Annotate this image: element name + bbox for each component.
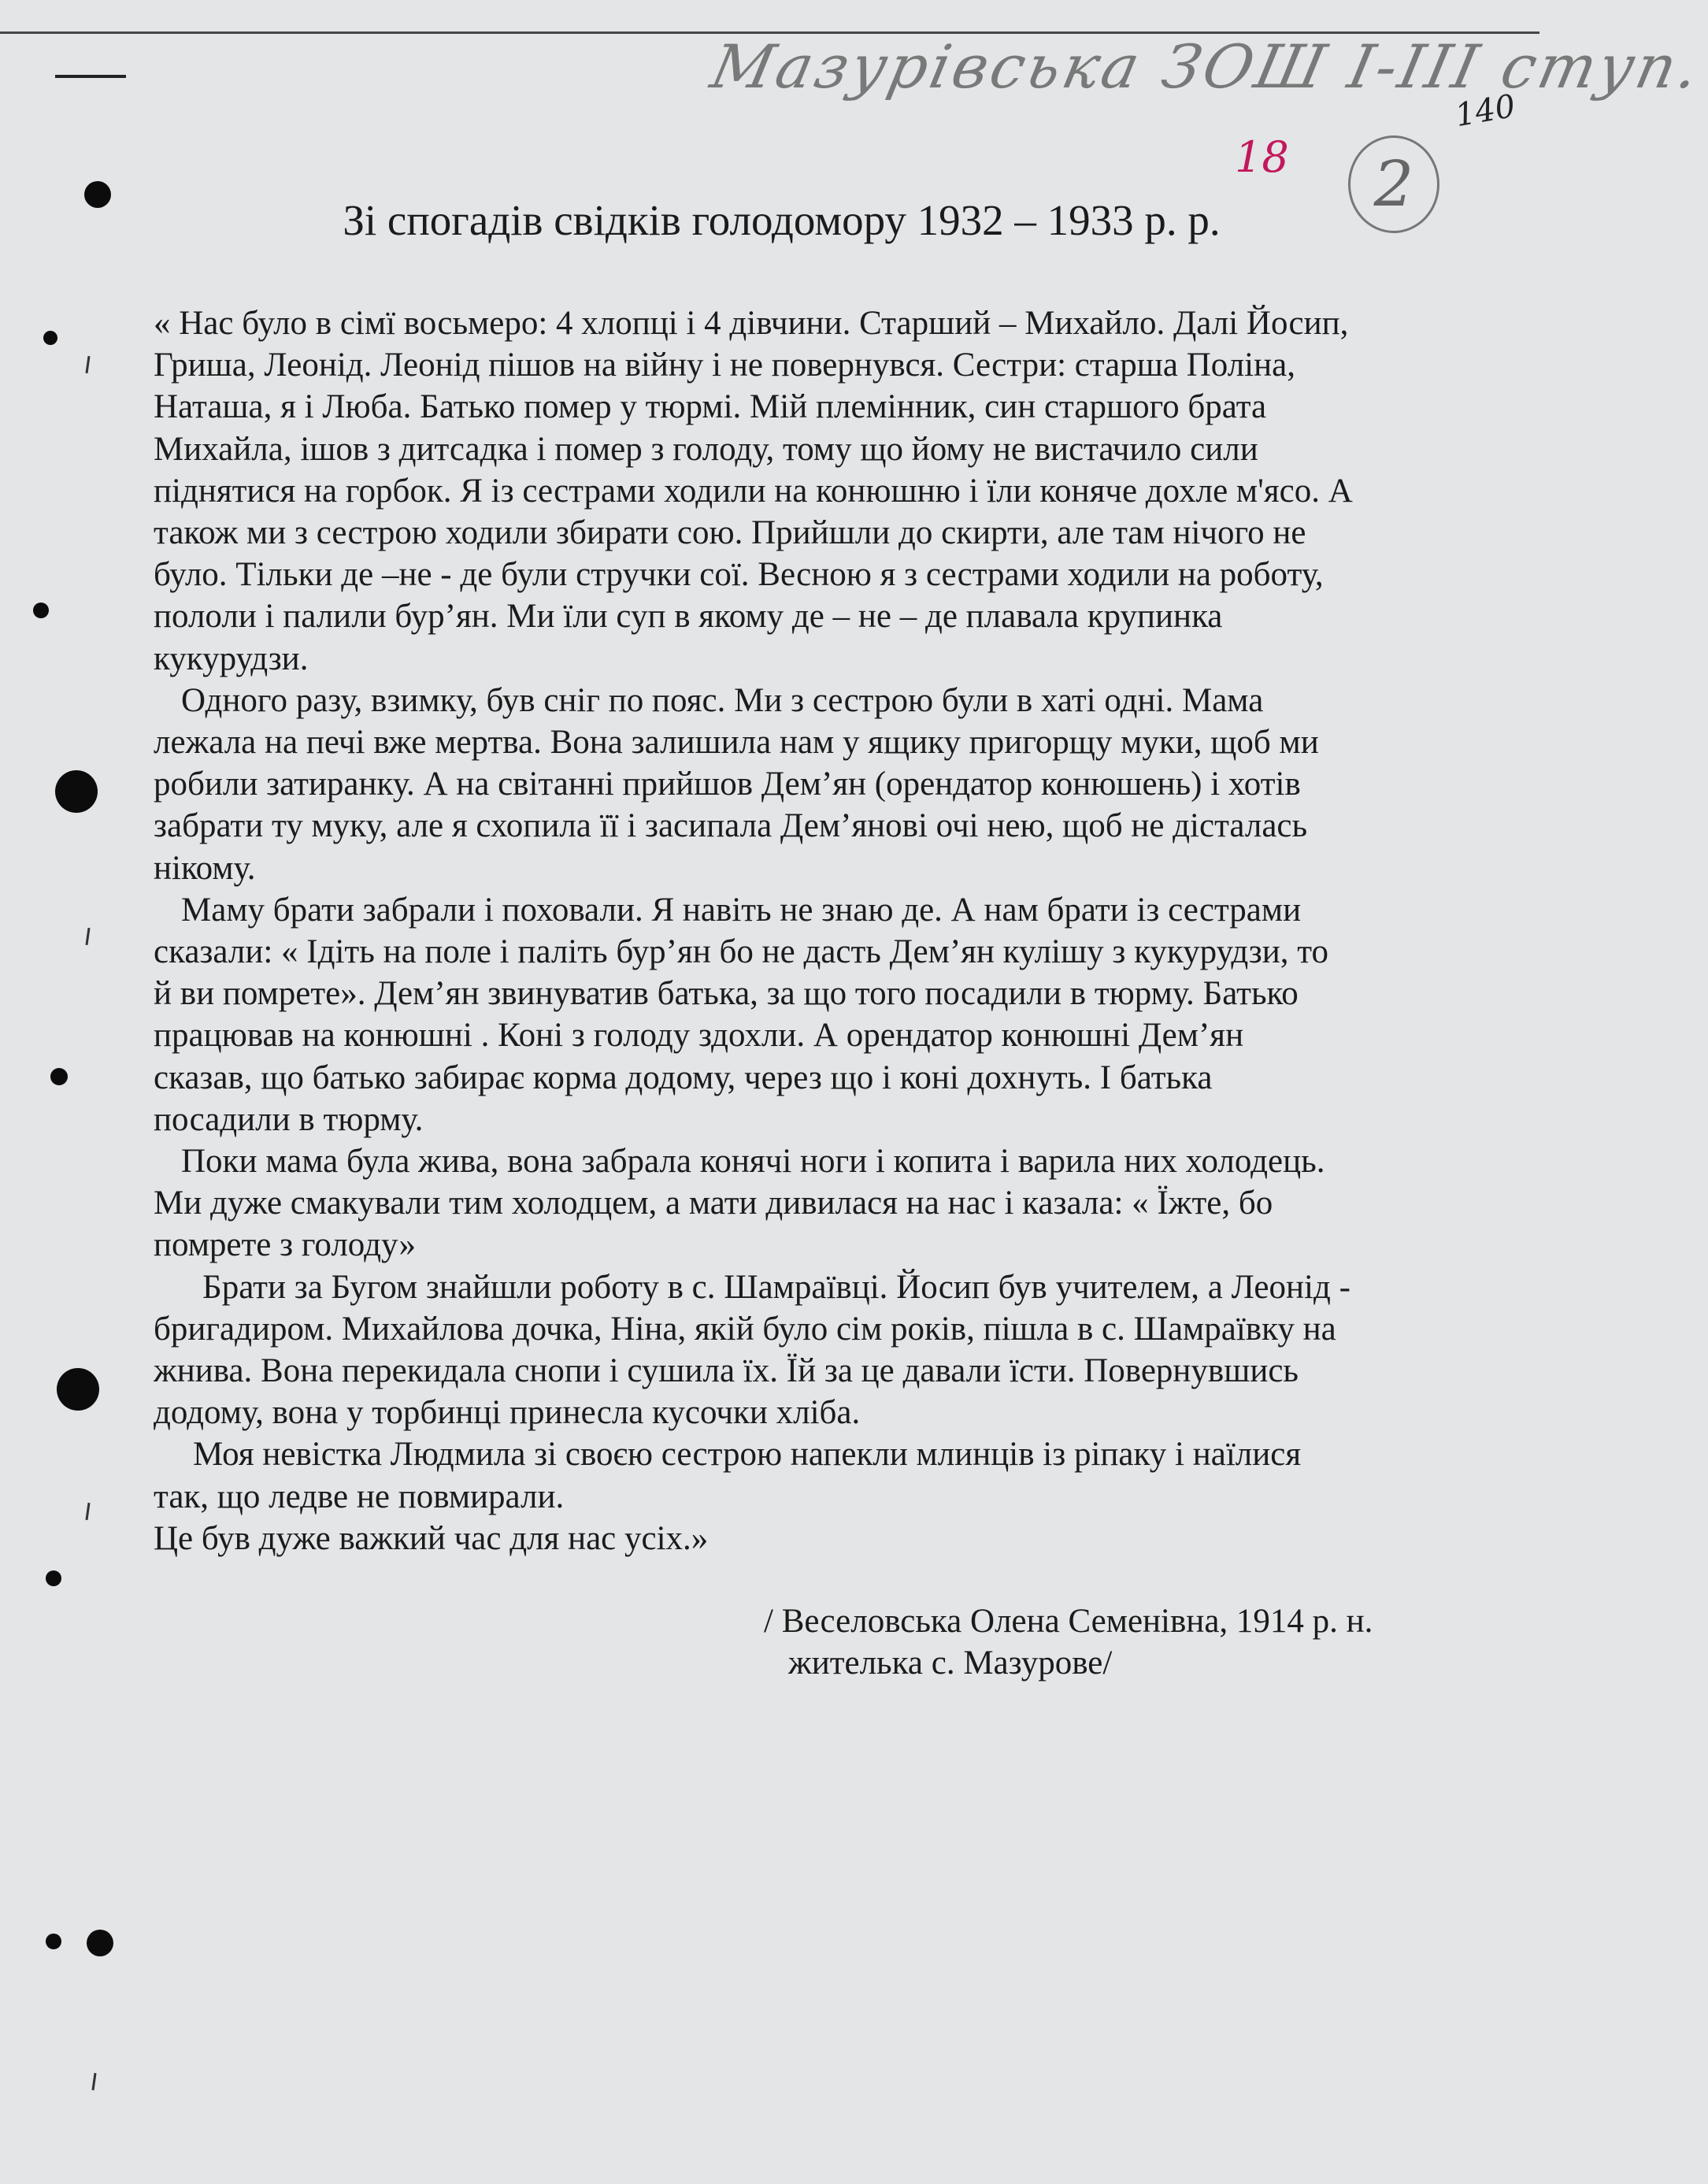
margin-tick bbox=[91, 2073, 96, 2090]
text-line: Одного разу, взимку, був сніг по пояс. Ми з сестрою були в хаті одні. Мама bbox=[181, 681, 1264, 719]
text-line: « Нас було в сімї восьмеро: 4 хлопці і 4 дівчини. Старший – Михайло. Далі Йосип, bbox=[154, 305, 1349, 342]
text-line: посадили в тюрму. bbox=[154, 1100, 424, 1138]
text-line: Михайла, ішов з дитсадка і помер з голоду, тому що йому не вистачило сили bbox=[154, 430, 1258, 468]
punch-hole bbox=[87, 1930, 113, 1956]
text-line: було. Тільки де –не - де були стручки сої. Весною я з сестрами ходили на роботу, bbox=[154, 556, 1324, 594]
punch-hole bbox=[57, 1368, 99, 1411]
text-line: Це був дуже важкий час для нас усіх.» bbox=[154, 1519, 709, 1557]
punch-hole bbox=[43, 331, 57, 345]
text-line: забрати ту муку, але я схопила її і засипала Дем’янові очі нею, щоб не дісталась bbox=[154, 807, 1308, 845]
margin-tick bbox=[85, 928, 90, 945]
text-line: робили затиранку. А на світанні прийшов Дем’ян (орендатор конюшень) і хотів bbox=[154, 766, 1301, 803]
testimony-text bbox=[154, 302, 1353, 1559]
punch-hole bbox=[46, 1570, 61, 1586]
text-line: також ми з сестрою ходили збирати сою. Прийшли до скирти, але там нічого не bbox=[154, 514, 1306, 552]
text-line: пололи і палили бур’ян. Ми їли суп в якому де – не – де плавала крупинка bbox=[154, 598, 1223, 636]
punch-hole bbox=[33, 603, 49, 618]
margin-tick bbox=[85, 1503, 90, 1520]
circled-number: 2 bbox=[1348, 135, 1439, 233]
text-line: кукурудзи. bbox=[154, 640, 309, 677]
text-line: помрете з голоду» bbox=[154, 1226, 417, 1264]
handwritten-page-number: 140 bbox=[1452, 87, 1518, 135]
signature-name: / Веселовська Олена Семенівна, 1914 р. н. bbox=[764, 1603, 1373, 1640]
text-line: так, що ледве не повмирали. bbox=[154, 1478, 565, 1515]
text-line: сказали: « Ідіть на поле і паліть бур’ян бо не дасть Дем’ян кулішу з кукурудзи, то bbox=[154, 933, 1328, 971]
text-line: жнива. Вона перекидала снопи і сушила їх. Їй за це давали їсти. Повернувшись bbox=[154, 1352, 1299, 1390]
text-line: Брати за Бугом знайшли роботу в с. Шамраївці. Йосип був учителем, а Леонід - bbox=[202, 1268, 1350, 1306]
punch-hole bbox=[50, 1068, 68, 1085]
text-line: працював на конюшні . Коні з голоду здохли. А орендатор конюшні Дем’ян bbox=[154, 1017, 1244, 1055]
punch-hole bbox=[46, 1934, 61, 1949]
handwritten-archive-note: Мазурівська ЗОШ І-ІІІ ступ. bbox=[705, 32, 1708, 102]
text-line: піднятися на горбок. Я із сестрами ходили на конюшню і їли коняче дохле м'ясо. А bbox=[154, 472, 1353, 510]
text-line: Поки мама була жива, вона забрала конячі ноги і копита і варила них холодець. bbox=[181, 1143, 1325, 1181]
text-line: Наташа, я і Люба. Батько помер у тюрмі. Мій племінник, син старшого брата bbox=[154, 388, 1267, 426]
margin-tick bbox=[85, 356, 90, 373]
text-line: додому, вона у торбинці принесла кусочки хліба. bbox=[154, 1394, 861, 1432]
text-line: Гриша, Леонід. Леонід пішов на війну і не повернувся. Сестри: старша Поліна, bbox=[154, 347, 1295, 384]
signature-block bbox=[764, 1600, 1373, 1684]
text-line: бригадиром. Михайлова дочка, Ніна, якій було сім років, пішла в с. Шамраївку на bbox=[154, 1310, 1336, 1348]
text-line: й ви помрете». Дем’ян звинуватив батька, за що того посадили в тюрму. Батько bbox=[154, 975, 1299, 1013]
signature-residence: жителька с. Мазурове/ bbox=[788, 1644, 1113, 1682]
document-title: Зі спогадів свідків голодомору 1932 – 1933 р. р. bbox=[343, 196, 1221, 244]
handwritten-red-number: 18 bbox=[1235, 132, 1289, 182]
text-line: нікому. bbox=[154, 849, 256, 887]
text-line: сказав, що батько забирає корма додому, через що і коні дохнуть. І батька bbox=[154, 1059, 1213, 1096]
text-line: Моя невістка Людмила зі своєю сестрою напекли млинців із ріпаку і наїлися bbox=[193, 1436, 1302, 1474]
margin-dash bbox=[55, 75, 126, 78]
text-line: Маму брати забрали і поховали. Я навіть не знаю де. А нам брати із сестрами bbox=[181, 891, 1302, 929]
text-line: Ми дуже смакували тим холодцем, а мати дивилася на нас і казала: « Їжте, бо bbox=[154, 1185, 1273, 1222]
text-line: лежала на печі вже мертва. Вона залишила нам у ящику пригорщу муки, щоб ми bbox=[154, 724, 1319, 762]
punch-hole bbox=[55, 770, 98, 813]
